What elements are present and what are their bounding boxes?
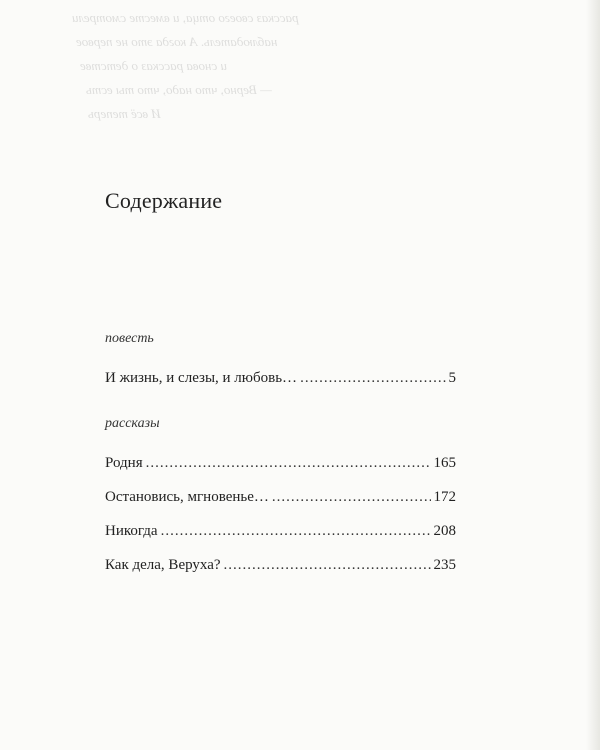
toc-entry-title: Остановись, мгновенье…: [105, 489, 269, 505]
toc-entry-title: Родня: [105, 455, 143, 471]
toc-entry[interactable]: [105, 557, 456, 574]
toc-leader-dots: [146, 455, 431, 472]
page-title: Содержание: [105, 188, 223, 213]
toc-entry-page: 172: [433, 489, 456, 505]
toc-leader-dots: [161, 523, 431, 540]
toc-entry[interactable]: [105, 489, 456, 506]
toc-leader-dots: [224, 557, 431, 574]
toc-entry-title: Как дела, Веруха?: [105, 557, 221, 573]
toc-leader-dots: [272, 489, 431, 506]
toc-entry-page: 5: [448, 370, 456, 386]
page-edge-shadow: [586, 0, 600, 750]
bleed-through-text: рассказ своего отца, и вместе смотрели наблюдатель. А когда это не первое и снова рассказ о детстве — Верно, что надо, что ты есть И всё теперь: [72, 10, 299, 121]
section-label-rasskazy: рассказы: [105, 416, 160, 431]
toc-entry-title: И жизнь, и слезы, и любовь…: [105, 370, 298, 386]
toc-entry-title: Никогда: [105, 523, 158, 539]
toc-leader-dots: [300, 370, 445, 387]
toc-entry-page: 208: [433, 523, 456, 539]
toc-entry-page: 235: [433, 557, 456, 573]
section-label-povest: повесть: [105, 331, 154, 346]
toc-entry[interactable]: [105, 455, 456, 472]
toc-entry-page: 165: [433, 455, 456, 471]
toc-entry[interactable]: [105, 370, 456, 387]
toc-entry[interactable]: [105, 523, 456, 540]
